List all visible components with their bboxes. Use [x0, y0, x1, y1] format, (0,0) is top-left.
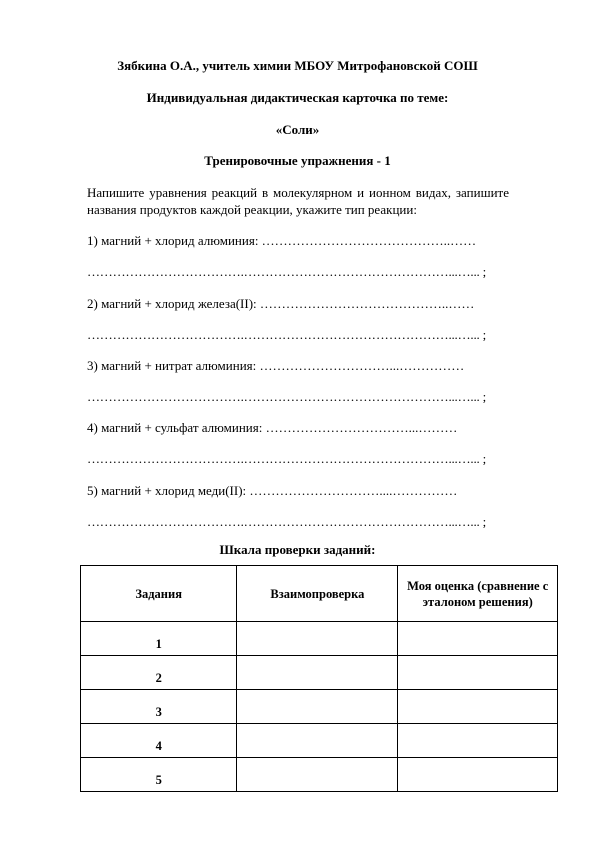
my-grade-cell[interactable] — [398, 690, 558, 724]
section-title: Тренировочные упражнения - 1 — [204, 153, 391, 168]
peer-check-cell[interactable] — [237, 622, 398, 656]
table-row — [81, 758, 558, 792]
exercise-4: 4) магний + сульфат алюминия: ……………………………...……… — [87, 420, 458, 435]
task-number: 3 — [81, 690, 237, 724]
instruction-text: Напишите уравнения реакций в молекулярном и ионном видах, запишите названия продуктов каждой реакции, укажите тип реакции: — [87, 185, 509, 217]
table-row — [81, 690, 558, 724]
header-my-grade: Моя оценка (сравнение с эталоном решения) — [398, 566, 558, 622]
topic-title: «Соли» — [275, 122, 320, 137]
peer-check-cell[interactable] — [237, 724, 398, 758]
header-tasks: Задания — [81, 566, 237, 622]
exercise-5: 5) магний + хлорид меди(II): …………………………....…………… — [87, 483, 458, 498]
scale-title: Шкала проверки заданий: — [219, 542, 376, 557]
table-row — [81, 656, 558, 690]
peer-check-cell[interactable] — [237, 758, 398, 792]
exercise-3: 3) магний + нитрат алюминия: …………………………...…………… — [87, 358, 465, 373]
answer-line-3: ……………………………….…………………………………………...…... ; — [87, 389, 487, 404]
task-number: 2 — [81, 656, 237, 690]
table-header-row — [81, 566, 558, 622]
answer-line-5: ……………………………….…………………………………………...…... ; — [87, 514, 487, 529]
header-peer-check: Взаимопроверка — [237, 566, 398, 622]
table-row — [81, 724, 558, 758]
task-number: 1 — [81, 622, 237, 656]
task-number: 4 — [81, 724, 237, 758]
exercise-2: 2) магний + хлорид железа(II): ……………………………………..…… — [87, 296, 475, 311]
card-title: Индивидуальная дидактическая карточка по теме: — [146, 90, 449, 105]
answer-line-1: ……………………………….…………………………………………...…... ; — [87, 264, 487, 279]
exercise-1: 1) магний + хлорид алюминия: ……………………………………..…… — [87, 233, 477, 248]
answer-line-4: ……………………………….…………………………………………...…... ; — [87, 451, 487, 466]
table-row — [81, 622, 558, 656]
peer-check-cell[interactable] — [237, 656, 398, 690]
answer-line-2: ……………………………….…………………………………………...…... ; — [87, 327, 487, 342]
author-line: Зябкина О.А., учитель химии МБОУ Митрофановской СОШ — [117, 58, 478, 73]
my-grade-cell[interactable] — [398, 656, 558, 690]
my-grade-cell[interactable] — [398, 724, 558, 758]
task-number: 5 — [81, 758, 237, 792]
check-scale-table — [80, 565, 558, 792]
peer-check-cell[interactable] — [237, 690, 398, 724]
my-grade-cell[interactable] — [398, 622, 558, 656]
my-grade-cell[interactable] — [398, 758, 558, 792]
